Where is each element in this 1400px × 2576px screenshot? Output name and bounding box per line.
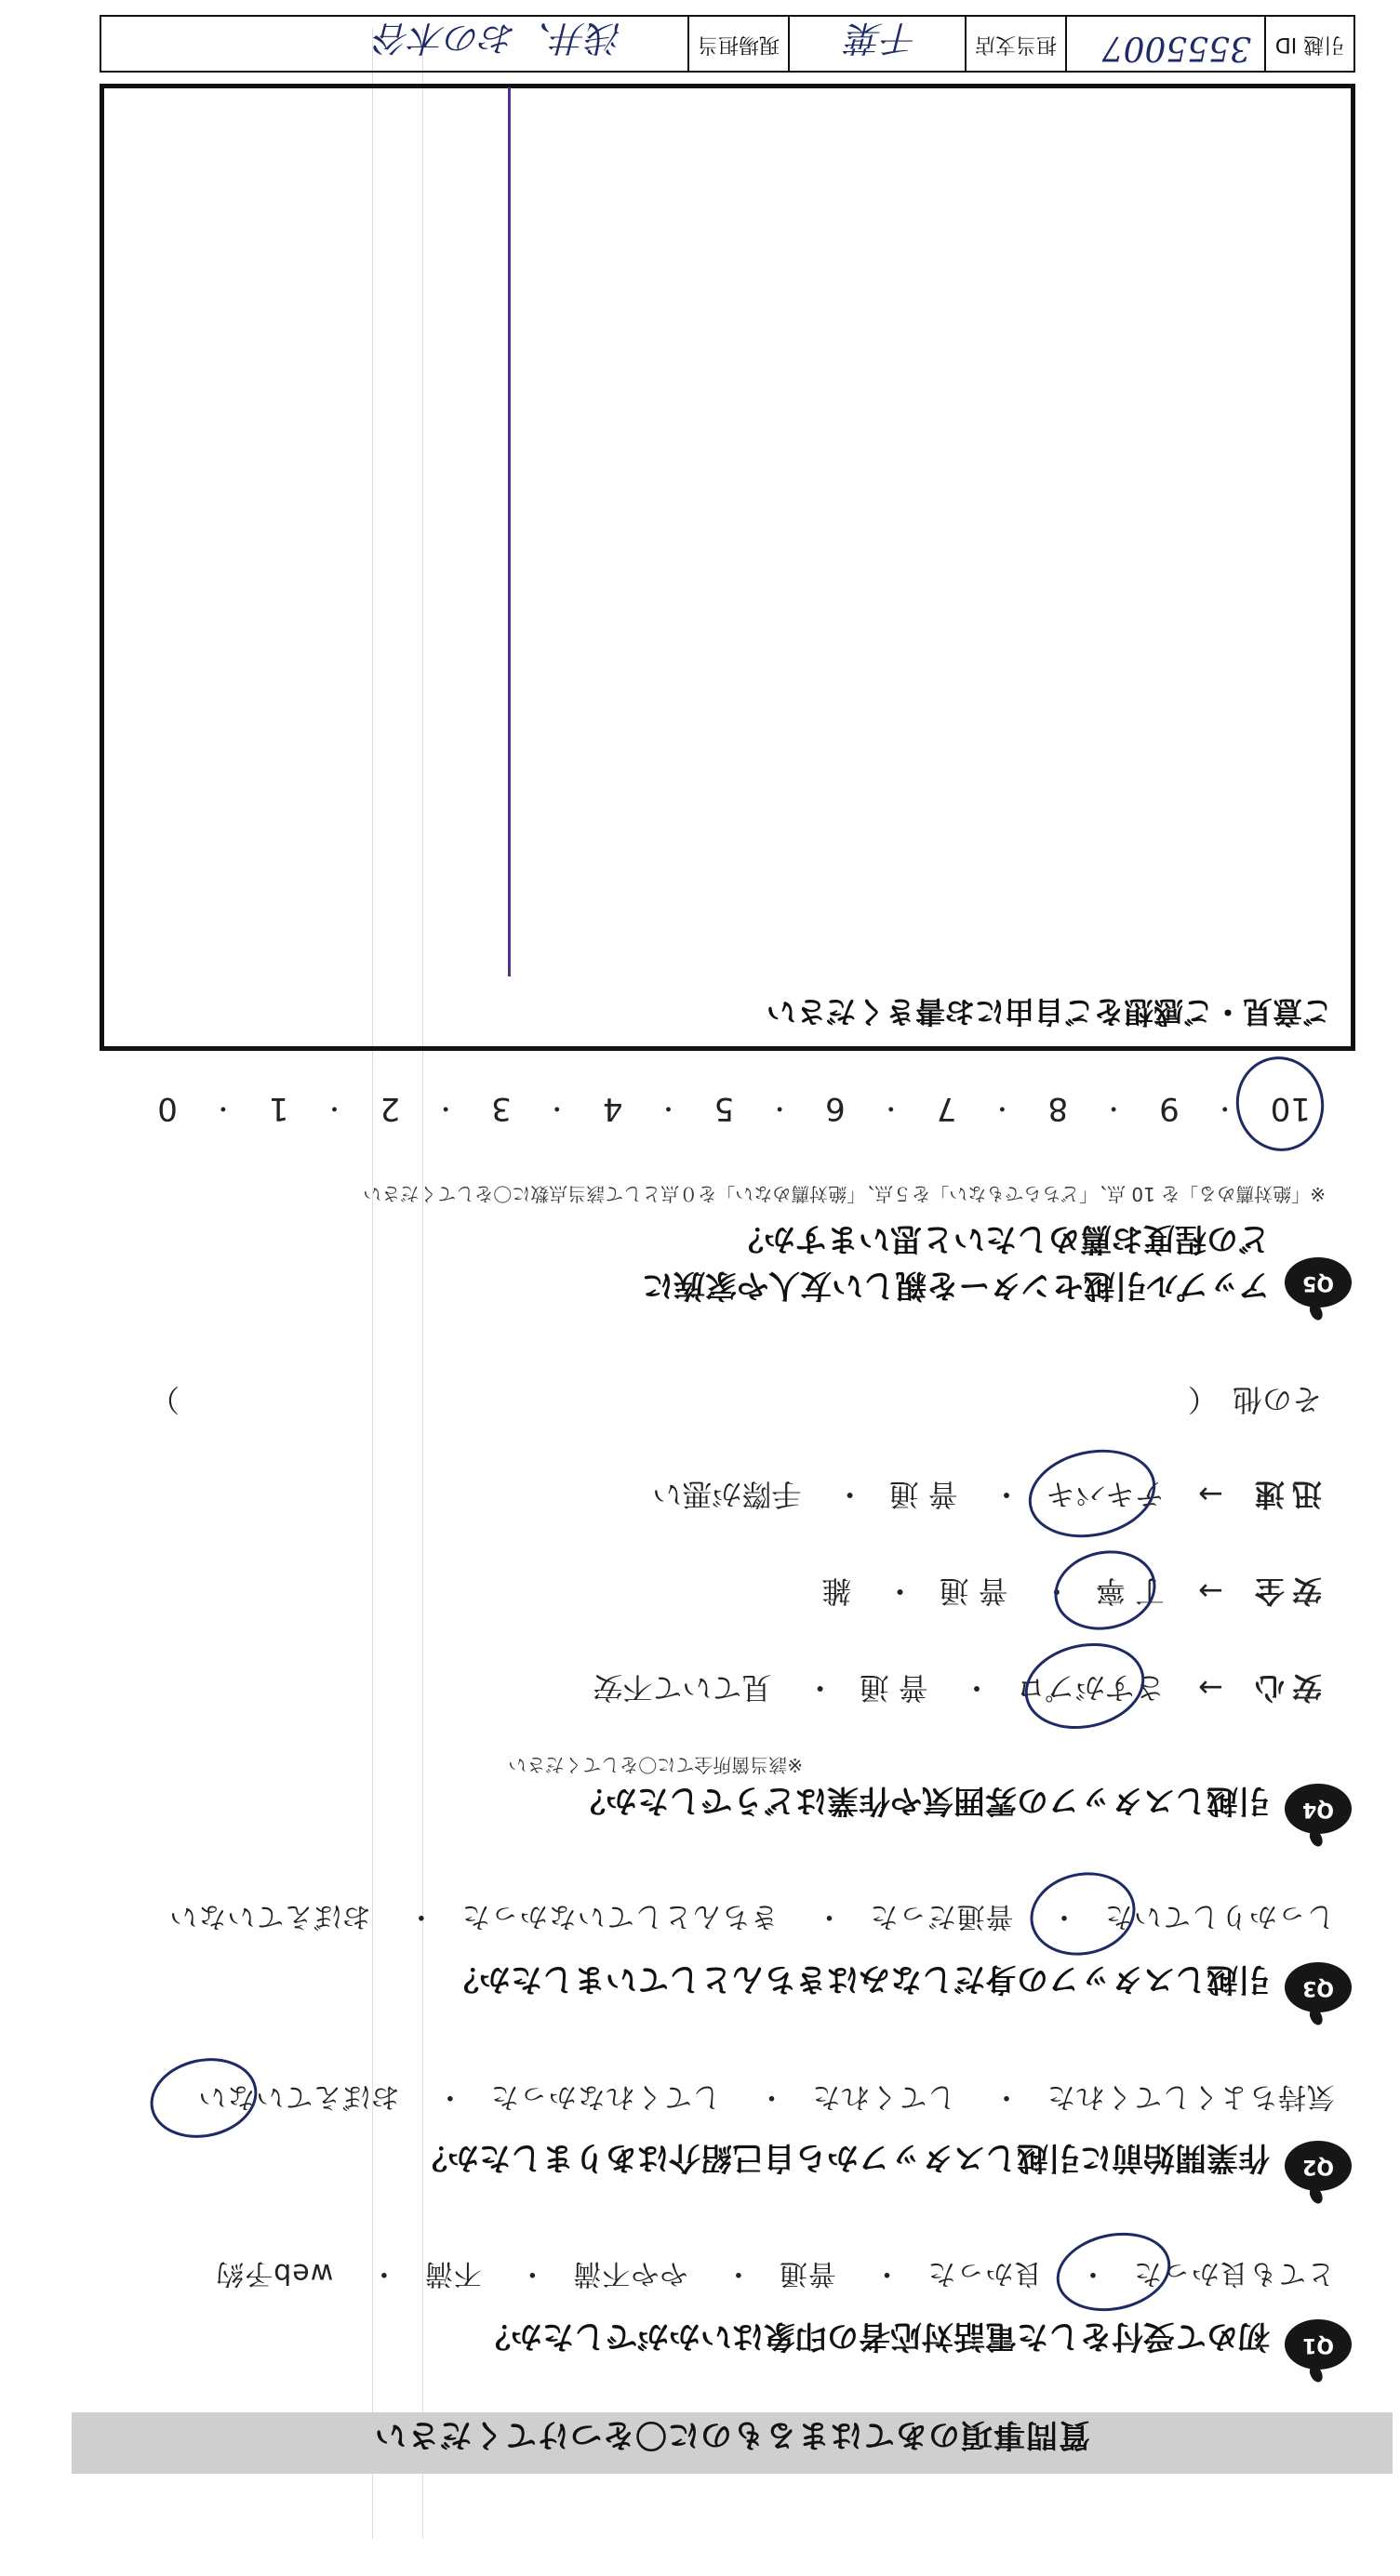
instruction-text: 質問事項のあてはまるものに〇をつけてください bbox=[374, 2416, 1090, 2453]
q1-option[interactable]: とても良かった bbox=[1133, 2257, 1335, 2290]
branch-cell bbox=[788, 17, 965, 71]
staff-label: 現場担当 bbox=[687, 17, 788, 71]
branch-value: 千葉 bbox=[847, 18, 918, 59]
q4-option[interactable]: 雑 bbox=[821, 1573, 852, 1609]
q5-score[interactable]: 8 bbox=[1047, 1090, 1069, 1127]
q5-badge: Q5 bbox=[1285, 1257, 1352, 1308]
q1-option[interactable]: 良かった bbox=[927, 2257, 1043, 2290]
move-id-cell bbox=[1065, 17, 1264, 71]
q4-row-label: 迅速 bbox=[1247, 1477, 1322, 1512]
q5-score[interactable]: 5 bbox=[713, 1090, 735, 1127]
q4-row-anzen: 安全→ 丁 寧・ 普 通・ 雑 bbox=[821, 1573, 1322, 1609]
move-id-value: 3555007 bbox=[1101, 29, 1251, 67]
q3-badge: Q3 bbox=[1285, 1962, 1352, 2012]
move-id-label: 引越 ID bbox=[1264, 17, 1353, 71]
staff-value: 浅井、おの木谷 bbox=[374, 18, 622, 59]
q4-row-anshin: 安心→ さすがプロ・ 普 通・ 見ていて不安 bbox=[593, 1670, 1322, 1706]
q1-option[interactable]: やや不満 bbox=[572, 2257, 688, 2290]
q2-option[interactable]: おぼえていない bbox=[197, 2080, 400, 2113]
q2-option[interactable]: 気持ちよくしてくれた bbox=[1047, 2080, 1335, 2113]
q4-other-label: その他 （ bbox=[1187, 1382, 1322, 1417]
staff-cell bbox=[101, 17, 687, 71]
q4-option[interactable]: 普 通 bbox=[939, 1573, 1008, 1609]
q1-option[interactable]: 普通 bbox=[778, 2257, 836, 2290]
q2-option[interactable]: してくれた bbox=[811, 2080, 956, 2113]
instruction-band bbox=[72, 2412, 1393, 2474]
q3-option[interactable]: きちんとしていなかった bbox=[460, 1900, 779, 1932]
q5-score[interactable]: 9 bbox=[1159, 1090, 1180, 1127]
q3-options: しっかりしていた・ 普通だった・ きちんとしていなかった・ おぼえていない bbox=[168, 1900, 1335, 1932]
arrow-icon: → bbox=[1198, 1477, 1223, 1512]
q2-badge: Q2 bbox=[1285, 2141, 1352, 2191]
q3-question: 引越しスタッフの身だしなみはきちんとしていましたか？ bbox=[447, 1960, 1270, 1998]
q5-score[interactable]: 7 bbox=[936, 1090, 957, 1127]
q4-option[interactable]: 普 通 bbox=[859, 1670, 928, 1706]
q3-option[interactable]: おぼえていない bbox=[168, 1900, 371, 1932]
q4-other-row bbox=[150, 1380, 1322, 1423]
q4-option[interactable]: テキパキ bbox=[1045, 1477, 1165, 1512]
q2-question: 作業開始前に引越しスタッフから自己紹介はありましたか？ bbox=[416, 2139, 1270, 2176]
comments-title: ご意見・ご感想をご自由にお書きください bbox=[766, 994, 1332, 1029]
q4-row-label: 安心 bbox=[1247, 1670, 1322, 1706]
q1-options: とても良かった・ 良かった・ 普通・ やや不満・ 不満・ web予約 bbox=[215, 2257, 1335, 2290]
q4-option[interactable]: 普 通 bbox=[888, 1477, 958, 1512]
q5-score[interactable]: 2 bbox=[380, 1090, 401, 1127]
q2-options: 気持ちよくしてくれた・ してくれた・ してくれなかった・ おぼえていない bbox=[197, 2080, 1335, 2113]
q4-other-close: ） bbox=[150, 1382, 180, 1417]
q5-score[interactable]: 4 bbox=[602, 1090, 623, 1127]
q5-score[interactable]: 6 bbox=[825, 1090, 846, 1127]
q2-option[interactable]: してくれなかった bbox=[489, 2080, 721, 2113]
q5-question-line1: アップル引越センターを親しい友人や家族に bbox=[642, 1267, 1270, 1304]
q4-question: 引越しスタッフの雰囲気や作業はどうでしたか？ bbox=[574, 1782, 1270, 1819]
q4-note: ※該当箇所全てに〇をしてください bbox=[508, 1754, 803, 1776]
q5-score[interactable]: 0 bbox=[157, 1090, 178, 1127]
q5-score[interactable]: 3 bbox=[491, 1090, 512, 1127]
comments-box[interactable] bbox=[100, 84, 1355, 1051]
pen-stroke-line bbox=[508, 87, 511, 976]
q4-option[interactable]: 手際が悪い bbox=[652, 1477, 802, 1512]
q4-option[interactable]: 見ていて不安 bbox=[593, 1670, 772, 1706]
q5-scale: 10 ・ 9 ・ 8 ・ 7 ・ 6 ・ 5 ・ 4 ・ 3 ・ 2 ・ 1 ・ 0 bbox=[157, 1090, 1311, 1127]
q5-score[interactable]: 1 bbox=[268, 1090, 289, 1127]
q1-option[interactable]: 不満 bbox=[423, 2257, 482, 2290]
q3-option[interactable]: 普通だった bbox=[869, 1900, 1014, 1932]
branch-label: 担当支店 bbox=[965, 17, 1065, 71]
q3-option[interactable]: しっかりしていた bbox=[1104, 1900, 1335, 1932]
q1-badge: Q1 bbox=[1285, 2319, 1352, 2370]
arrow-icon: → bbox=[1198, 1573, 1223, 1609]
q4-badge: Q4 bbox=[1285, 1784, 1352, 1834]
q4-option[interactable]: 丁 寧 bbox=[1095, 1573, 1165, 1609]
q5-score[interactable]: 10 bbox=[1270, 1090, 1311, 1127]
arrow-icon: → bbox=[1198, 1670, 1223, 1706]
q1-option[interactable]: web予約 bbox=[215, 2257, 334, 2290]
q4-row-label: 安全 bbox=[1247, 1573, 1322, 1609]
q4-option[interactable]: さすがプロ bbox=[1015, 1670, 1165, 1706]
q4-row-jinsoku: 迅速→ テキパキ・ 普 通・ 手際が悪い bbox=[652, 1477, 1322, 1512]
q1-question: 初めて受付をした電話対応者の印象はいかがでしたか？ bbox=[479, 2317, 1270, 2355]
q5-note: ※「絶対薦める」を 10 点、「どちらでもない」を５点、「絶対薦めない」を０点として該当点数に〇をしてください bbox=[363, 1183, 1326, 1205]
q5-question-line2: どの程度お薦めしたいと思いますか？ bbox=[732, 1220, 1270, 1257]
id-table bbox=[100, 15, 1355, 73]
